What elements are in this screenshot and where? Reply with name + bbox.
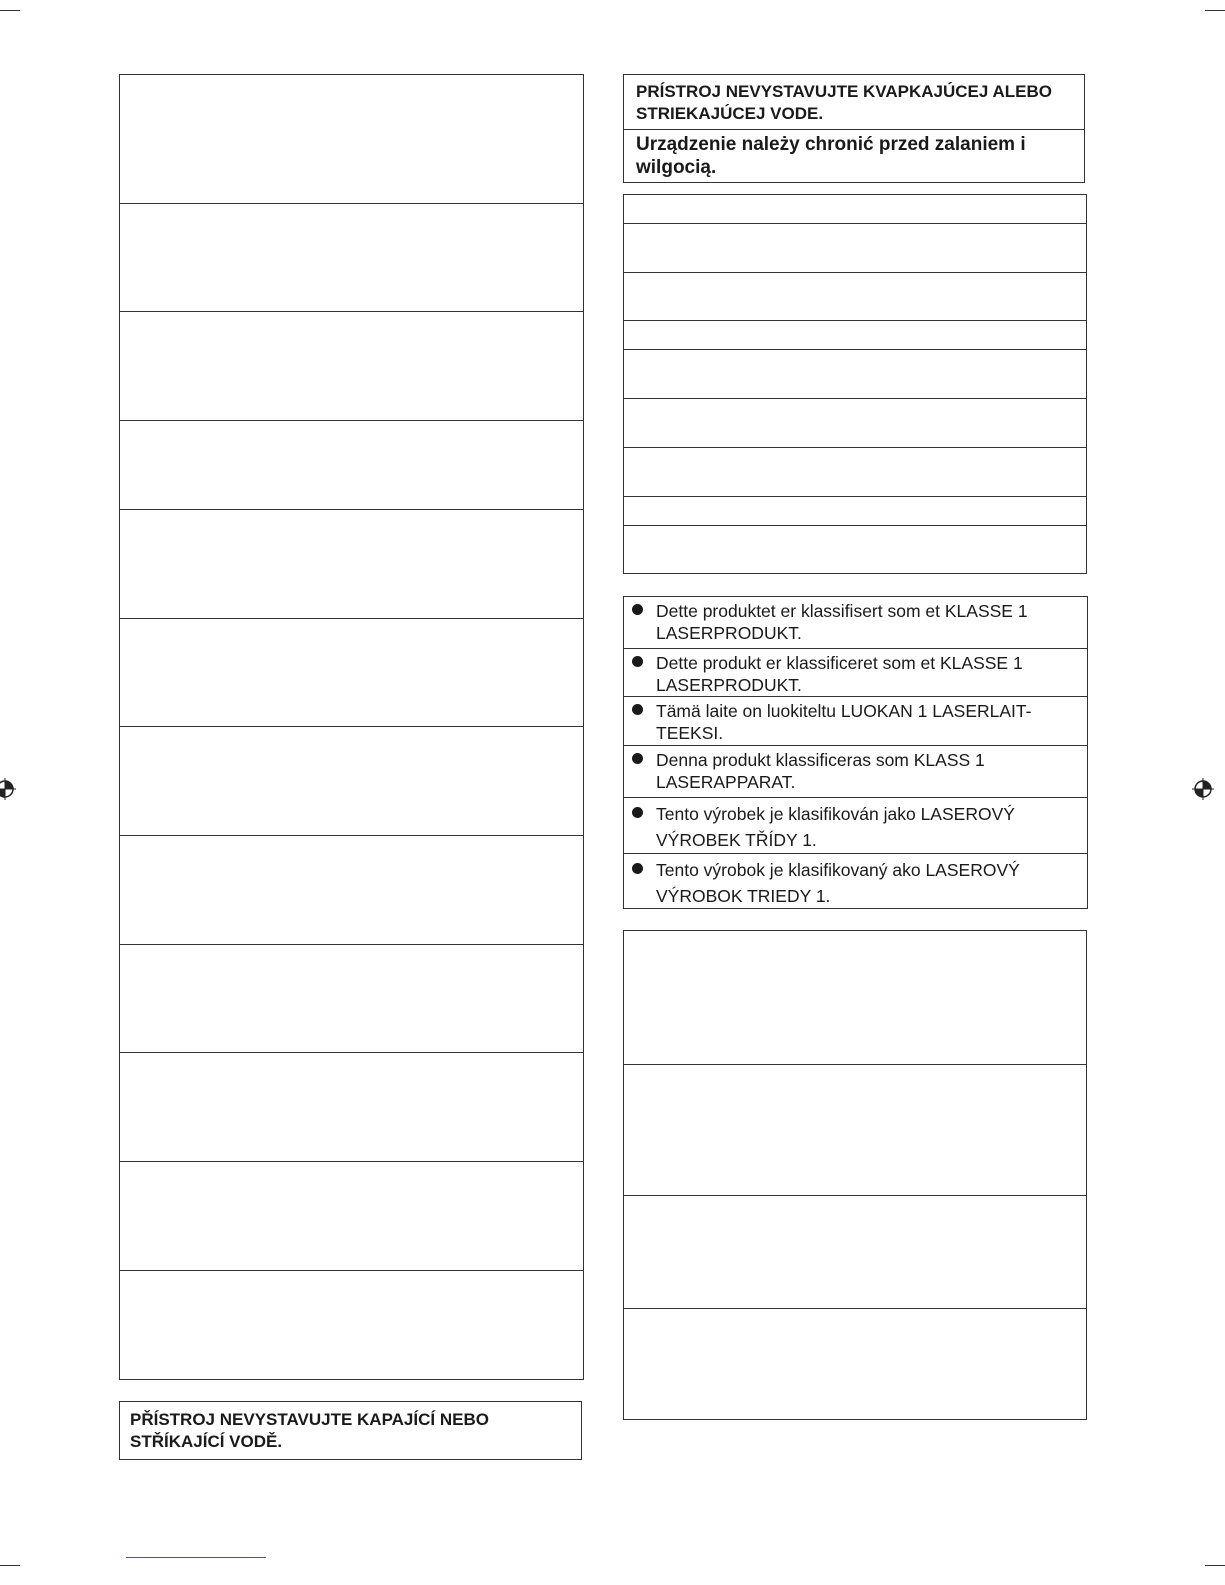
warning-box-sk-pl	[623, 74, 1085, 183]
right-cell	[624, 447, 1086, 448]
bullet-icon	[632, 753, 643, 764]
crop-mark-bottom-right	[1205, 1565, 1225, 1566]
list-item	[624, 648, 1087, 697]
registration-mark-icon	[1192, 778, 1214, 800]
warning-box-cz	[119, 1401, 582, 1460]
right-cell	[624, 320, 1086, 321]
bullet-icon	[632, 807, 643, 818]
left-cell	[120, 835, 583, 836]
crop-mark-top-left	[0, 10, 20, 11]
left-cell	[120, 944, 583, 945]
registration-mark-icon	[0, 778, 16, 800]
right-cell	[624, 349, 1086, 350]
left-cell	[120, 1052, 583, 1053]
warning-text-cz: PŘÍSTROJ NEVYSTAVUJTE KAPAJÍCÍ NEBO STŘÍKAJÍCÍ VODĚ.	[130, 1410, 489, 1451]
list-item	[624, 853, 1087, 909]
left-cell	[120, 203, 583, 204]
bullet-icon	[632, 704, 643, 715]
right-cell	[624, 272, 1086, 273]
laser-class-text: Denna produkt klassificeras som KLASS 1 LASERAPPARAT.	[656, 750, 985, 792]
warning-text-sk: PRÍSTROJ NEVYSTAVUJTE KVAPKAJÚCEJ ALEBO STRIEKAJÚCEJ VODE.	[636, 82, 1052, 123]
list-item	[624, 597, 1087, 649]
crop-mark-bottom-left	[0, 1565, 20, 1566]
right-bottom-cell	[624, 1308, 1086, 1309]
bullet-icon	[632, 863, 643, 874]
warning-text-pl: Urządzenie należy chronić przed zalaniem i wilgocią.	[636, 134, 1026, 178]
right-cell	[624, 496, 1086, 497]
left-empty-table	[119, 74, 584, 1380]
left-cell	[120, 1270, 583, 1271]
right-cell	[624, 398, 1086, 399]
list-item	[624, 696, 1087, 746]
left-cell	[120, 420, 583, 421]
right-cell	[624, 223, 1086, 224]
bullet-icon	[632, 656, 643, 667]
list-item	[624, 745, 1087, 798]
right-bottom-empty-table	[623, 930, 1087, 1420]
laser-class-text: Dette produkt er klassificeret som et KLASSE 1 LASERPRODUKT.	[656, 653, 1023, 695]
crop-mark-top-right	[1205, 10, 1225, 11]
left-cell	[120, 618, 583, 619]
left-cell	[120, 311, 583, 312]
bullet-icon	[632, 604, 643, 615]
bottom-blue-line	[126, 1557, 266, 1558]
list-item	[624, 797, 1087, 854]
left-cell	[120, 509, 583, 510]
right-bottom-cell	[624, 1195, 1086, 1196]
laser-class-text: Tämä laite on luokiteltu LUOKAN 1 LASERLAIT-TEEKSI.	[656, 701, 1032, 743]
right-cell	[624, 525, 1086, 526]
right-bottom-cell	[624, 1064, 1086, 1065]
warning-divider	[624, 129, 1084, 130]
right-empty-table	[623, 194, 1087, 574]
laser-class-text: Tento výrobek je klasifikován jako LASEROVÝ VÝROBEK TŘÍDY 1.	[656, 804, 1015, 850]
laser-class-text: Dette produktet er klassifisert som et KLASSE 1 LASERPRODUKT.	[656, 601, 1028, 643]
left-cell	[120, 726, 583, 727]
left-cell	[120, 1161, 583, 1162]
laser-class-text: Tento výrobok je klasifikovaný ako LASEROVÝ VÝROBOK TRIEDY 1.	[656, 860, 1020, 906]
laser-class-list	[623, 596, 1088, 909]
